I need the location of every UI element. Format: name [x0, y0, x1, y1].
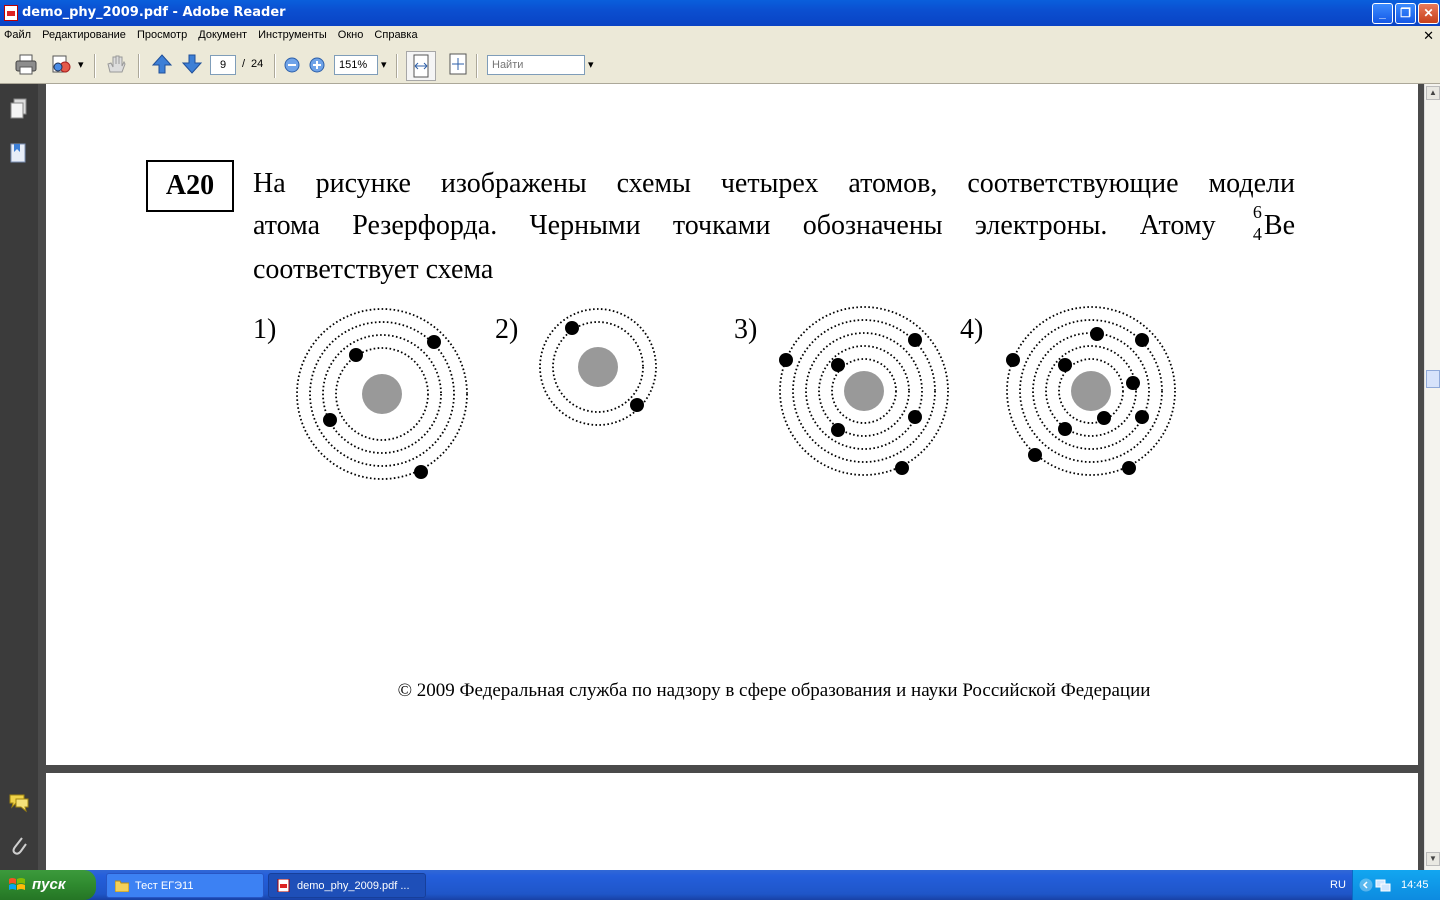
clock[interactable]: 14:45	[1401, 879, 1429, 891]
electron-dot	[1058, 358, 1072, 372]
isotope-symbol: Be	[1263, 210, 1295, 241]
taskbar-item-label: demo_phy_2009.pdf ...	[297, 880, 410, 892]
taskbar	[0, 870, 1440, 900]
navigation-pane	[0, 84, 38, 870]
toolbar	[0, 46, 1440, 84]
taskbar-item-pdf[interactable]	[268, 873, 426, 898]
electron-dot	[630, 398, 644, 412]
zoom-out-icon[interactable]	[284, 57, 300, 73]
document-close-icon[interactable]: ✕	[1423, 28, 1434, 43]
taskbar-item-label: Тест ЕГЭ11	[135, 880, 194, 892]
atom-diagram-3	[779, 307, 948, 475]
fit-width-icon[interactable]	[406, 51, 436, 81]
menu-help[interactable]: Справка	[374, 29, 418, 41]
atom-nucleus	[578, 347, 618, 387]
electron-dot	[1135, 333, 1149, 347]
start-button[interactable]	[0, 870, 96, 900]
electron-dot	[1122, 461, 1136, 475]
page-separator: /	[242, 58, 246, 70]
electron-dot	[349, 348, 363, 362]
page-total: 24	[251, 58, 264, 70]
electron-dot	[1028, 448, 1042, 462]
toolbar-separator	[138, 54, 140, 78]
zoom-in-icon[interactable]	[309, 57, 325, 73]
electron-dot	[1097, 411, 1111, 425]
vertical-scrollbar[interactable]	[1424, 84, 1440, 870]
atom-nucleus	[844, 371, 884, 411]
system-tray	[1352, 870, 1440, 900]
scroll-up-icon[interactable]: ▲	[1426, 86, 1440, 100]
bookmarks-icon[interactable]	[9, 142, 29, 164]
atom-nucleus	[1071, 371, 1111, 411]
minimize-button[interactable]: _	[1372, 3, 1393, 24]
question-text-line2-main: атома Резерфорда. Черными точками обозначены электроны. Атому	[253, 210, 1216, 241]
electron-dot	[414, 465, 428, 479]
windows-flag-icon	[8, 877, 26, 893]
electron-dot	[427, 335, 441, 349]
electron-dot	[895, 461, 909, 475]
hand-tool-icon[interactable]	[104, 52, 128, 76]
electron-dot	[908, 333, 922, 347]
restore-button[interactable]: ❐	[1395, 3, 1416, 24]
question-text-line3: соответствует схема	[253, 254, 494, 285]
electron-dot	[1006, 353, 1020, 367]
electron-dot	[1090, 327, 1104, 341]
option-label-1: 1)	[253, 314, 277, 345]
scroll-down-icon[interactable]: ▼	[1426, 852, 1440, 866]
menu-tools[interactable]: Инструменты	[258, 29, 327, 41]
next-page-icon[interactable]	[180, 52, 204, 76]
atom-diagram-2	[540, 309, 656, 425]
atom-diagrams	[46, 84, 1418, 765]
option-label-4: 4)	[960, 314, 984, 345]
pdf-file-icon	[277, 879, 291, 892]
menu-file[interactable]: Файл	[4, 29, 32, 41]
fit-page-icon[interactable]	[446, 52, 470, 76]
previous-page-icon[interactable]	[150, 52, 174, 76]
comments-icon[interactable]	[9, 792, 29, 814]
electron-dot	[1126, 376, 1140, 390]
electron-dot	[1058, 422, 1072, 436]
electron-dot	[323, 413, 337, 427]
zoom-dropdown-icon[interactable]: ▾	[381, 59, 387, 71]
page-number-input[interactable]	[210, 55, 236, 75]
pdf-app-icon	[4, 5, 18, 21]
option-label-2: 2)	[495, 314, 519, 345]
copyright-footer: © 2009 Федеральная служба по надзору в сфере образования и науки Российской Федерации	[397, 680, 1151, 701]
atom-diagram-4	[1006, 307, 1175, 475]
print-icon[interactable]	[14, 52, 38, 76]
toolbar-separator	[274, 54, 276, 78]
chevron-down-icon[interactable]: ▾	[78, 59, 84, 71]
electron-dot	[831, 423, 845, 437]
atom-nucleus	[362, 374, 402, 414]
folder-icon	[115, 879, 129, 892]
isotope-atomic-number: 4	[1252, 224, 1262, 244]
document-view[interactable]	[38, 84, 1424, 870]
menu-window[interactable]: Окно	[337, 29, 364, 41]
pdf-page-next	[46, 773, 1418, 870]
search-input[interactable]	[487, 55, 585, 75]
collaborate-icon[interactable]	[50, 52, 74, 76]
search-dropdown-icon[interactable]: ▾	[588, 59, 594, 71]
attachments-icon[interactable]	[9, 834, 29, 856]
network-icon[interactable]	[1375, 878, 1391, 892]
question-number-box: А20	[146, 160, 234, 212]
toolbar-separator	[396, 54, 398, 78]
electron-dot	[565, 321, 579, 335]
menu-edit[interactable]: Редактирование	[42, 29, 126, 41]
menu-document[interactable]: Документ	[198, 29, 248, 41]
menu-bar	[0, 26, 1440, 46]
electron-dot	[908, 410, 922, 424]
electron-dot	[831, 358, 845, 372]
taskbar-item-folder[interactable]	[106, 873, 264, 898]
question-text-line1: На рисунке изображены схемы четырех атомов, соответствующие модели	[253, 168, 1295, 199]
start-label: пуск	[32, 876, 66, 893]
electron-dot	[779, 353, 793, 367]
menu-view[interactable]: Просмотр	[136, 29, 188, 41]
toolbar-separator	[476, 54, 478, 78]
atom-diagram-1	[297, 309, 467, 479]
electron-dot	[1135, 410, 1149, 424]
pdf-page	[46, 84, 1418, 765]
option-label-3: 3)	[734, 314, 758, 345]
chevron-left-icon[interactable]	[1359, 878, 1373, 892]
isotope-mass-number: 6	[1252, 202, 1262, 222]
window-title: demo_phy_2009.pdf - Adobe Reader	[22, 5, 286, 20]
scroll-thumb[interactable]	[1426, 370, 1440, 388]
toolbar-separator	[94, 54, 96, 78]
title-bar	[0, 0, 1440, 26]
pages-icon[interactable]	[9, 98, 29, 120]
close-button[interactable]: ✕	[1418, 3, 1439, 24]
language-indicator[interactable]: RU	[1330, 879, 1346, 891]
zoom-level-input[interactable]	[334, 55, 378, 75]
